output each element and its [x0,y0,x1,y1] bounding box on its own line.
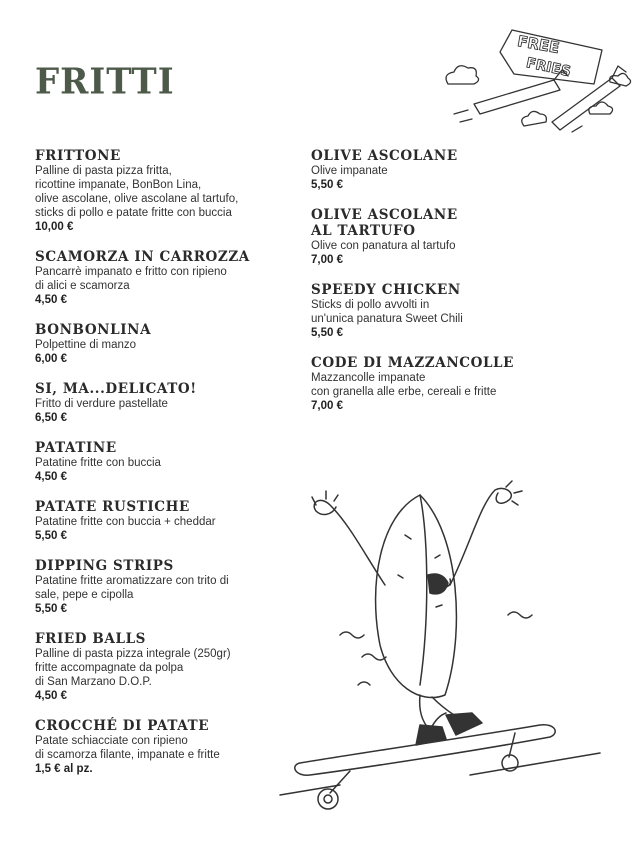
menu-item [35,718,300,776]
item-price: 4,50 € [35,690,67,702]
item-name: FRIED BALLS [35,631,147,647]
item-name: OLIVE ASCOLANE AL TARTUFO [311,207,458,239]
item-description: Palline di pasta pizza integrale (250gr) fritte accompagnate da polpa di San Marzano D.O.P. [35,648,231,688]
item-price: 5,50 € [35,530,67,542]
menu-item [35,249,300,307]
item-price: 4,50 € [35,294,67,306]
item-price: 5,50 € [311,327,343,339]
item-description: Patatine fritte con buccia [35,457,161,469]
item-description: Mazzancolle impanate con granella alle erbe, cereali e fritte [311,372,497,398]
item-price: 5,50 € [311,179,343,191]
item-description: Pancarrè impanato e fritto con ripieno di alici e scamorza [35,266,227,292]
menu-item [311,148,611,192]
item-price: 6,50 € [35,412,67,424]
menu-item [35,631,300,703]
menu-item [35,558,300,616]
menu-item [311,355,611,413]
item-description: Sticks di pollo avvolti in un'unica panatura Sweet Chili [311,299,463,325]
fries-lettering: FREE [516,32,561,58]
item-description: Fritto di verdure pastellate [35,398,168,410]
menu-item [35,322,300,366]
menu-item [35,148,300,234]
item-name: PATATE RUSTICHE [35,499,190,515]
item-price: 7,00 € [311,400,343,412]
item-price: 7,00 € [311,254,343,266]
item-name: BONBONLINA [35,322,152,338]
item-name: CODE DI MAZZANCOLLE [311,355,515,371]
item-description: Olive con panatura al tartufo [311,240,456,252]
menu-item [311,282,611,340]
menu-left-column [35,148,300,791]
free-fries-doodle-icon [440,22,640,140]
menu-item [35,499,300,543]
skateboarding-fry-doodle-icon [270,475,615,815]
item-price: 10,00 € [35,221,74,233]
item-price: 1,5 € al pz. [35,763,93,775]
item-price: 4,50 € [35,471,67,483]
item-name: PATATINE [35,440,117,456]
item-description: Patatine fritte aromatizzare con trito di sale, pepe e cipolla [35,575,229,601]
item-name: DIPPING STRIPS [35,558,174,574]
item-name: SI, MA...DELICATO! [35,381,197,397]
page-title: FRITTI [35,61,175,103]
item-description: Patatine fritte con buccia + cheddar [35,516,216,528]
item-description: Olive impanate [311,165,388,177]
menu-right-column [311,148,611,428]
item-price: 6,00 € [35,353,67,365]
item-name: OLIVE ASCOLANE [311,148,458,164]
fries-lettering: FRIES [524,55,573,81]
item-description: Palline di pasta pizza fritta, ricottine impanate, BonBon Lina, olive ascolane, olive ascolane al tartufo, sticks di pollo e patate fritte con buccia [35,165,239,219]
item-name: FRITTONE [35,148,121,164]
item-description: Patate schiacciate con ripieno di scamorza filante, impanate e fritte [35,735,220,761]
item-name: SPEEDY CHICKEN [311,282,461,298]
item-name: SCAMORZA IN CARROZZA [35,249,250,265]
menu-item [311,207,611,267]
menu-item [35,381,300,425]
item-name: CROCCHÉ DI PATATE [35,718,210,734]
item-price: 5,50 € [35,603,67,615]
menu-item [35,440,300,484]
item-description: Polpettine di manzo [35,339,137,351]
